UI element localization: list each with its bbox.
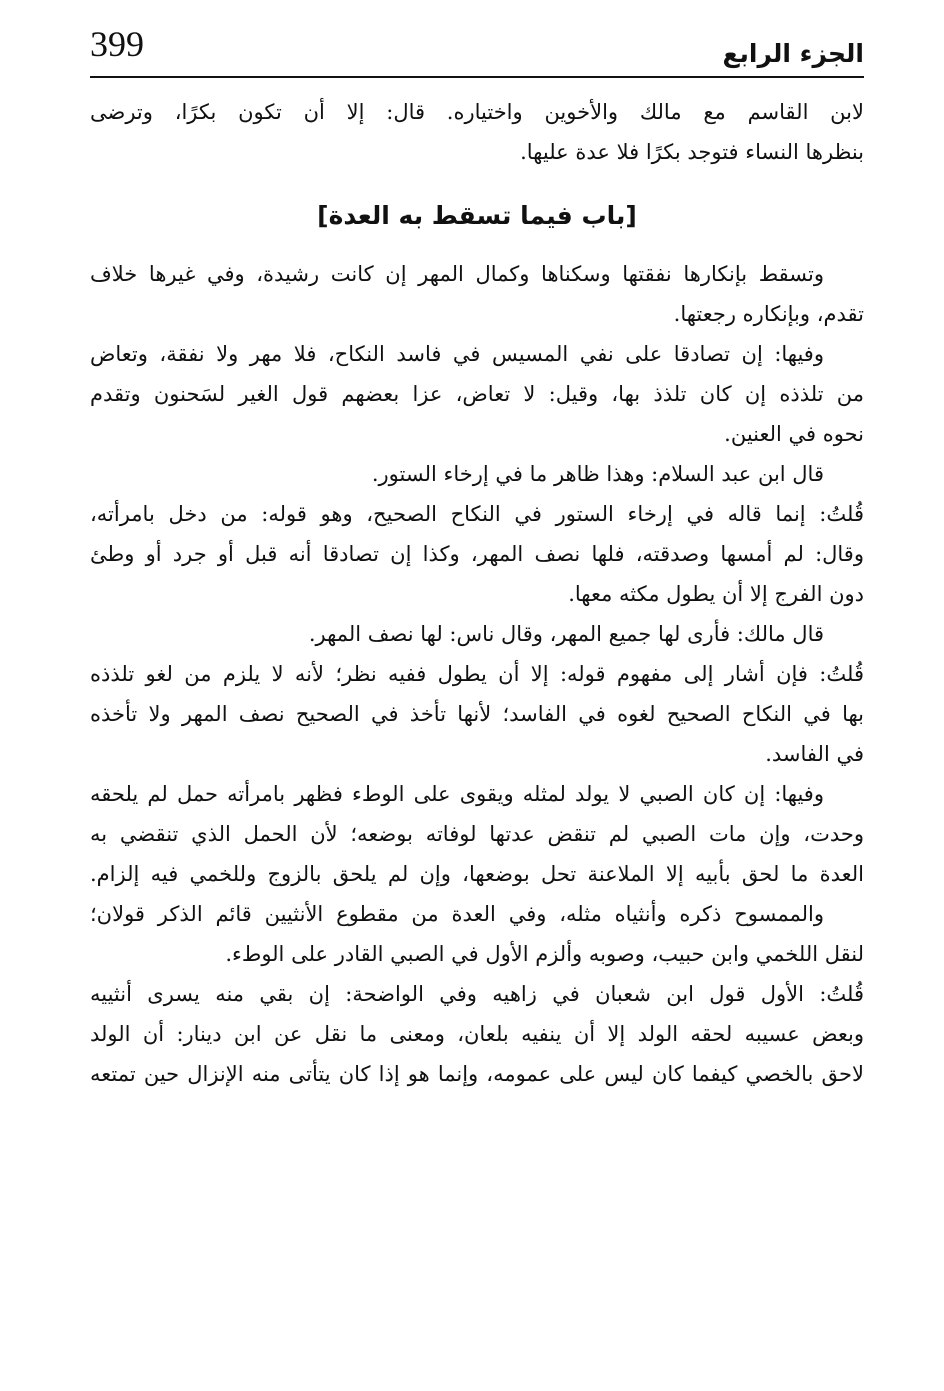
text-line: وفيها: إن كان الصبي لا يولد لمثله ويقوى على الوطء فظهر بامرأته حمل لم يلحقه — [90, 782, 824, 806]
text-line: في الفاسد. — [765, 742, 864, 766]
text-line: لابن القاسم مع مالك والأخوين واختياره. قال: إلا أن تكون بكرًا، وترضى — [90, 100, 864, 124]
text-line: والممسوح ذكره وأنثياه مثله، وفي العدة من مقطوع الأنثيين قائم الذكر قولان؛ — [90, 902, 824, 926]
text-line: دون الفرج إلا أن يطول مكثه معها. — [568, 582, 864, 606]
text-line: لاحق بالخصي كيفما كان ليس على عمومه، وإنما هو إذا كان يتأتى منه الإنزال حين تمتعه — [90, 1062, 864, 1086]
running-title: الجزء الرابع — [722, 39, 864, 68]
page-header — [90, 18, 864, 78]
text-line: وبعض عسيبه لحقه الولد إلا أن ينفيه بلعان، ومعنى ما نقل عن ابن دينار: أن الولد — [90, 1022, 864, 1046]
text-line: لنقل اللخمي وابن حبيب، وصوبه وألزم الأول في الصبي القادر على الوطء. — [225, 942, 864, 966]
text-line: من تلذذه إن كان تلذذ بها، وقيل: لا تعاض، عزا بعضهم قول الغير لسَحنون وتقدم — [90, 382, 864, 406]
section-heading: [باب فيما تسقط به العدة] — [317, 201, 637, 230]
text-line: قال مالك: فأرى لها جميع المهر، وقال ناس: لها نصف المهر. — [308, 622, 824, 646]
page-number: 399 — [90, 24, 144, 64]
text-line: نحوه في العنين. — [724, 422, 864, 446]
page-body — [90, 92, 864, 1094]
text-line: قُلتُ: إنما قاله في إرخاء الستور في النكاح الصحيح، وهو قوله: من دخل بامرأته، — [90, 502, 864, 526]
text-line: وقال: لم أمسها وصدقته، فلها نصف المهر، وكذا إن تصادقا أنه قبل أو جرد أو وطئ — [90, 542, 864, 566]
text-line: تقدم، وبإنكاره رجعتها. — [673, 302, 864, 326]
text-line: وحدت، وإن مات الصبي لم تنقض عدتها لوفاته بوضعه؛ لأن الحمل الذي تنقضي به — [90, 822, 864, 846]
text-line: وتسقط بإنكارها نفقتها وسكناها وكمال المهر إن كانت رشيدة، وفي غيرها خلاف — [90, 262, 824, 286]
text-line: قُلتُ: فإن أشار إلى مفهوم قوله: إلا أن يطول ففيه نظر؛ لأنه لا يلزم من لغو تلذذه — [90, 662, 864, 686]
text-line: بها في النكاح الصحيح لغوه في الفاسد؛ لأنها تأخذ في الصحيح نصف المهر ولا تأخذه — [90, 702, 864, 726]
text-line: قال ابن عبد السلام: وهذا ظاهر ما في إرخاء الستور. — [371, 462, 824, 486]
text-line: وفيها: إن تصادقا على نفي المسيس في فاسد النكاح، فلا مهر ولا نفقة، وتعاض — [90, 342, 824, 366]
text-line: العدة ما لحق بأبيه إلا الملاعنة تحل بوضعها، وإن لم يلحق بالزوج وللخمي فيه إلزام. — [90, 862, 864, 886]
text-line: قُلتُ: الأول قول ابن شعبان في زاهيه وفي الواضحة: إن بقي منه يسرى أنثييه — [90, 982, 864, 1006]
text-line: بنظرها النساء فتوجد بكرًا فلا عدة عليها. — [520, 140, 864, 164]
